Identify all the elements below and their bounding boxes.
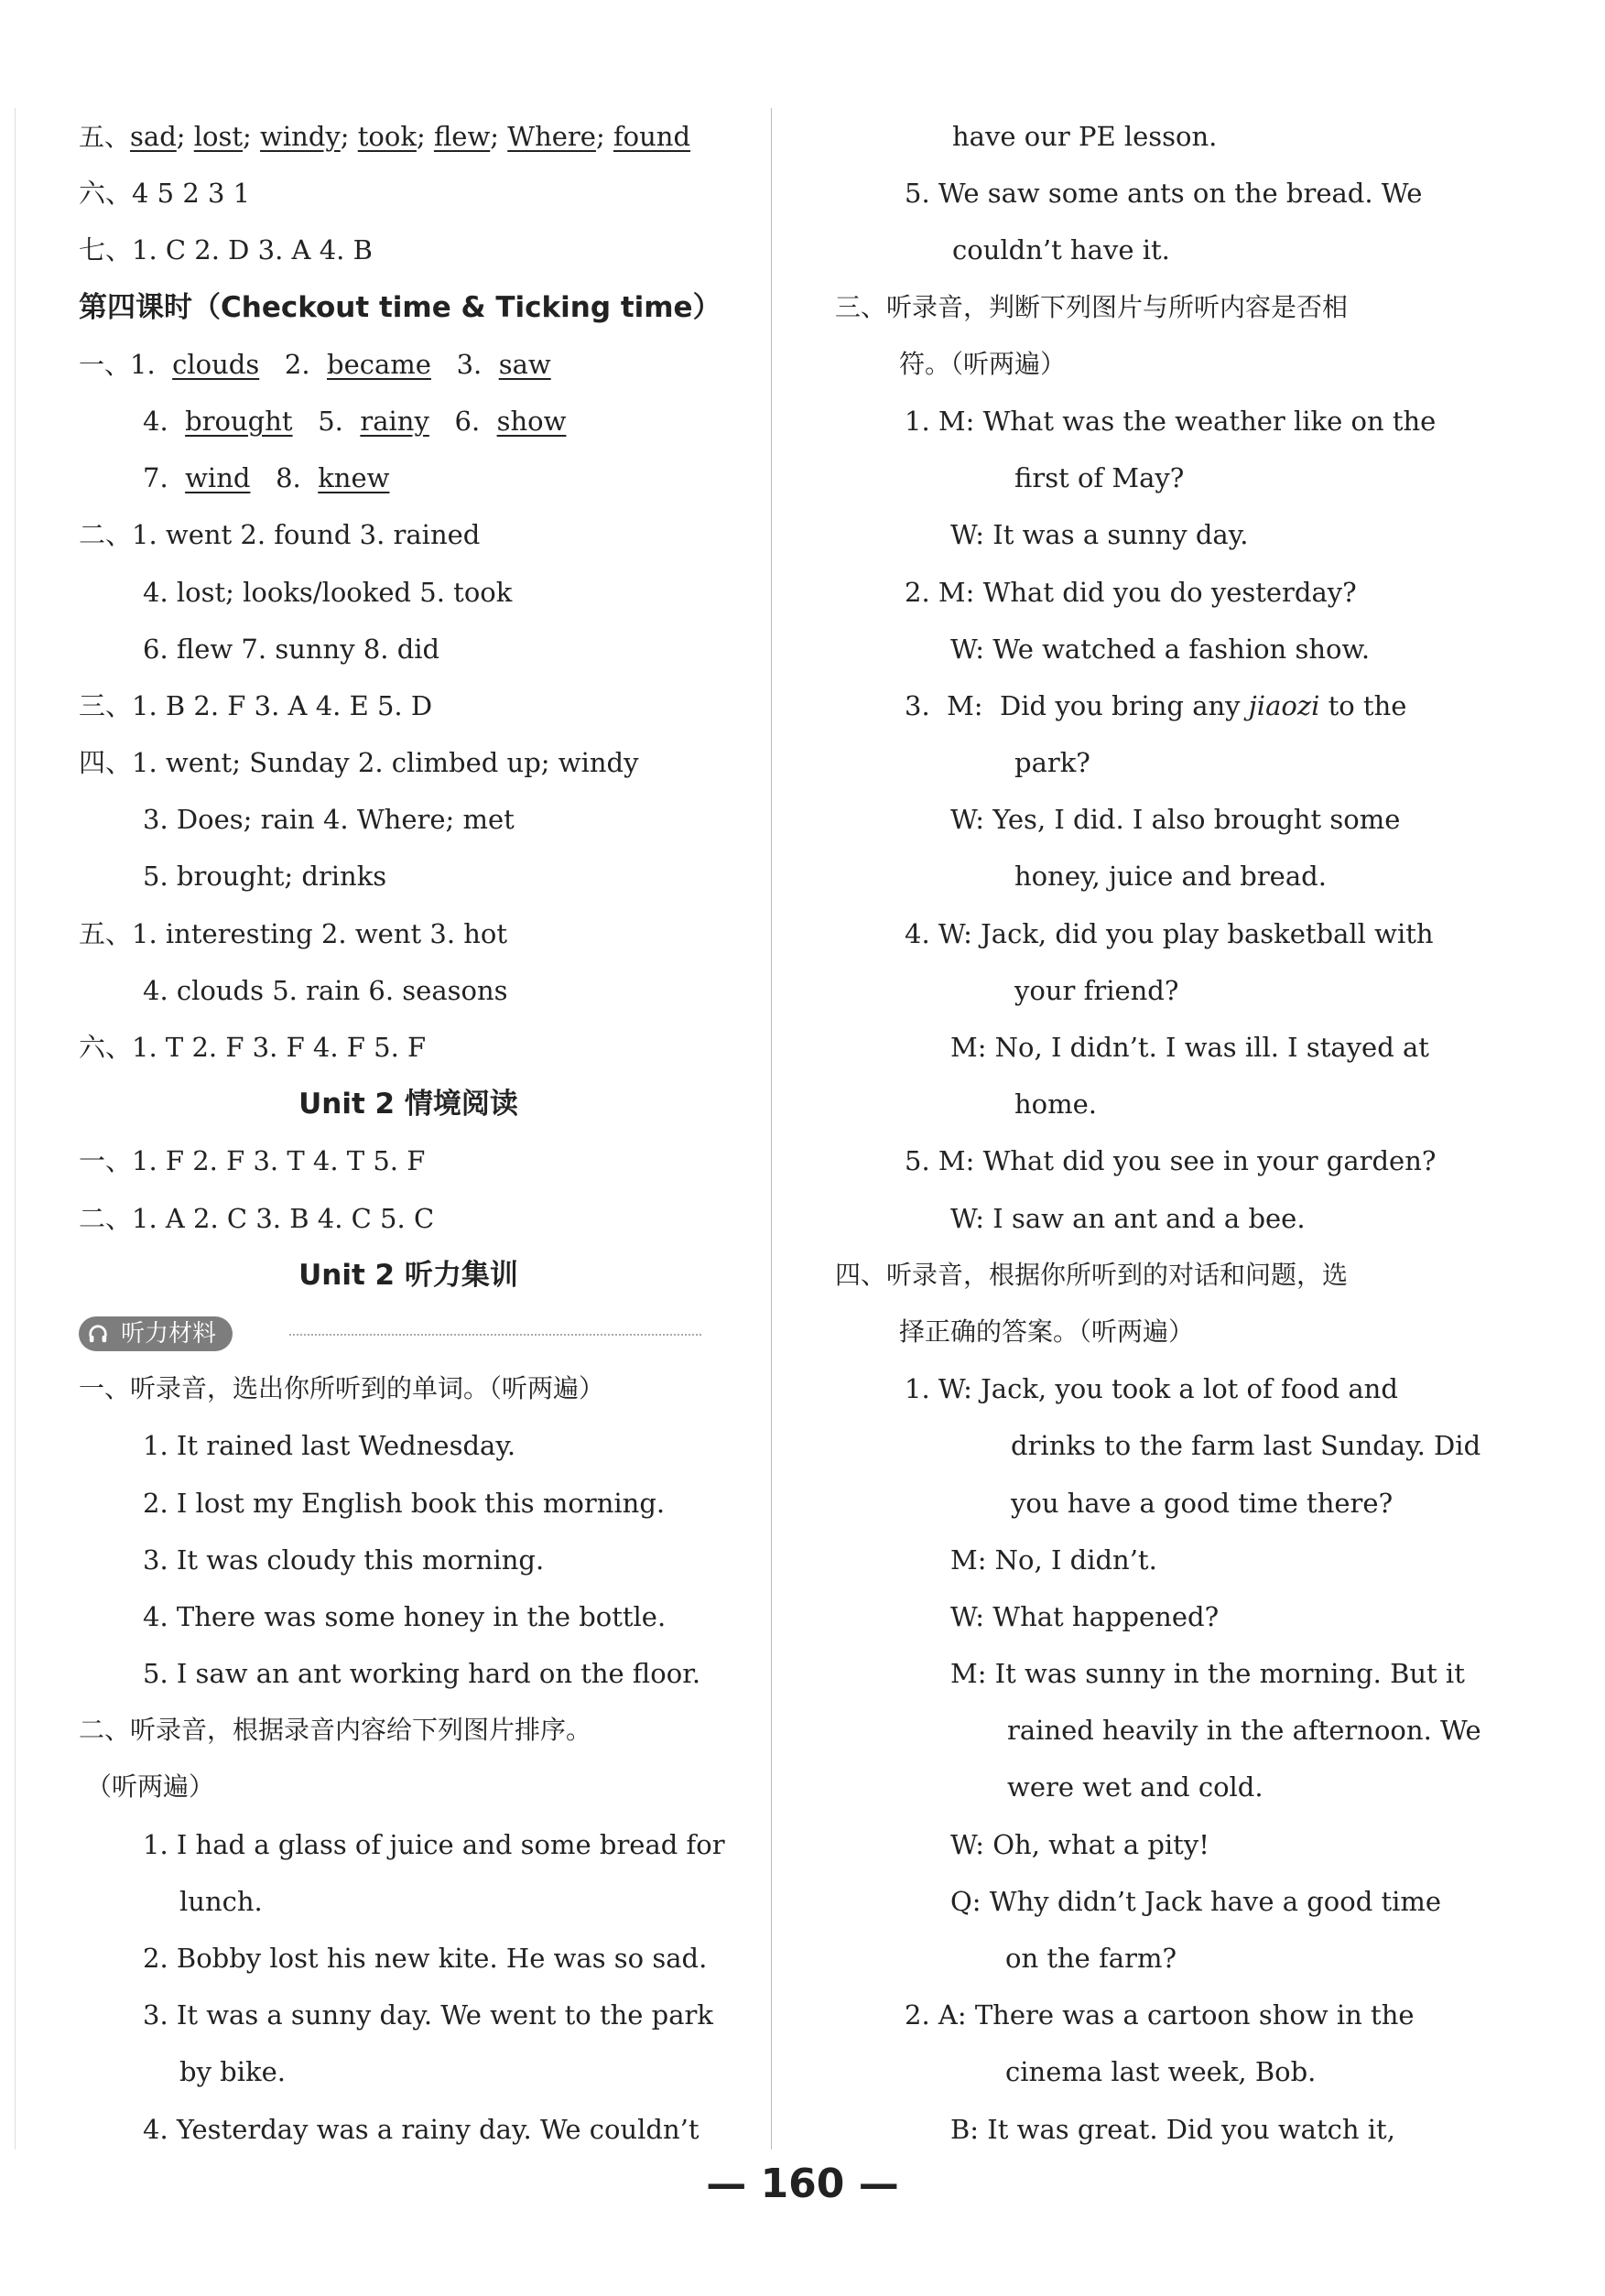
dialogue-line: on the farm? xyxy=(1005,1943,1177,1974)
dialogue-line: home. xyxy=(1014,1088,1098,1121)
dialogue-line: W: Oh, what a pity! xyxy=(950,1828,1209,1860)
answer-line: 5. brought; drinks xyxy=(143,861,387,893)
answer-line: 3. Does; rain 4. Where; met xyxy=(143,804,515,836)
dotted-rule xyxy=(289,1334,701,1336)
dialogue-line: rained heavily in the afternoon. We xyxy=(1007,1715,1481,1747)
right-column xyxy=(835,108,1481,2158)
answer-line: 4. lost; looks/looked 5. took xyxy=(143,576,513,608)
dialogue-line: W: Yes, I did. I also brought some xyxy=(950,804,1401,836)
script-line: 4. Yesterday was a rainy day. We couldn’t xyxy=(143,2113,699,2145)
dialogue-line: 2. M: What did you do yesterday? xyxy=(905,576,1357,608)
dialogue-line: were wet and cold. xyxy=(1007,1771,1263,1803)
instruction-line: （听两遍） xyxy=(86,1771,215,1803)
dialogue-line: first of May? xyxy=(1014,462,1185,494)
dialogue-line: 4. W: Jack, did you play basketball with xyxy=(905,917,1434,949)
column-divider xyxy=(771,108,772,2150)
dialogue-line: B: It was great. Did you watch it, xyxy=(950,2113,1395,2145)
answer-line: 二、1. went 2. found 3. rained xyxy=(79,519,481,551)
answer-line: 7. wind 8. knew xyxy=(143,462,390,494)
dialogue-line: drinks to the farm last Sunday. Did xyxy=(1011,1430,1481,1462)
dialogue-line: park? xyxy=(1014,747,1090,779)
dialogue-line: W: We watched a fashion show. xyxy=(950,633,1371,665)
dialogue-line: 2. A: There was a cartoon show in the xyxy=(905,1999,1415,2031)
script-line: 3. It was a sunny day. We went to the park xyxy=(143,1999,713,2031)
dialogue-line: you have a good time there? xyxy=(1011,1487,1394,1519)
script-line: by bike. xyxy=(179,2056,286,2088)
page-number: — 160 — xyxy=(706,2161,899,2207)
dialogue-line: 3. M: Did you bring any jiaozi to the xyxy=(905,689,1407,721)
script-line: 5. I saw an ant working hard on the floor. xyxy=(143,1658,701,1690)
answer-line: 四、1. went; Sunday 2. climbed up; windy xyxy=(79,747,639,779)
dialogue-line: W: What happened? xyxy=(950,1600,1220,1632)
answer-line: 三、1. B 2. F 3. A 4. E 5. D xyxy=(79,689,433,721)
script-line: 4. There was some honey in the bottle. xyxy=(143,1600,667,1632)
answer-line: 五、1. interesting 2. went 3. hot xyxy=(79,917,508,949)
script-line: have our PE lesson. xyxy=(952,121,1218,152)
instruction-line: 二、听录音，根据录音内容给下列图片排序。 xyxy=(79,1715,592,1746)
script-line: lunch. xyxy=(179,1885,263,1917)
dialogue-line: M: No, I didn’t. xyxy=(950,1543,1157,1576)
script-line: 3. It was cloudy this morning. xyxy=(143,1543,545,1576)
answer-line: 6. flew 7. sunny 8. did xyxy=(143,633,440,665)
script-line: 2. I lost my English book this morning. xyxy=(143,1487,666,1519)
instruction-line: 四、听录音，根据你所听到的对话和问题，选 xyxy=(835,1259,1349,1290)
answer-line: 七、1. C 2. D 3. A 4. B xyxy=(79,234,373,266)
dialogue-line: honey, juice and bread. xyxy=(1014,861,1327,893)
answer-line: 4. clouds 5. rain 6. seasons xyxy=(143,974,508,1006)
script-line: 1. It rained last Wednesday. xyxy=(143,1430,516,1462)
answer-line: 4. brought 5. rainy 6. show xyxy=(143,405,567,437)
instruction-line: 符。（听两遍） xyxy=(899,348,1067,379)
answer-line: 二、1. A 2. C 3. B 4. C 5. C xyxy=(79,1202,435,1234)
section-heading: 第四课时（Checkout time & Ticking time） xyxy=(79,290,721,324)
dialogue-line: 1. W: Jack, you took a lot of food and xyxy=(905,1373,1398,1405)
badge-label: 听力材料 xyxy=(121,1319,217,1348)
dialogue-line: M: No, I didn’t. I was ill. I stayed at xyxy=(950,1032,1429,1063)
instruction-line: 择正确的答案。（听两遍） xyxy=(899,1316,1195,1347)
headphones-icon xyxy=(88,1324,108,1344)
instruction-line: 三、听录音，判断下列图片与所听内容是否相 xyxy=(835,291,1349,322)
dialogue-line: W: It was a sunny day. xyxy=(950,519,1249,551)
dialogue-line: your friend? xyxy=(1014,974,1179,1006)
instruction-line: 一、听录音，选出你所听到的单词。（听两遍） xyxy=(79,1373,605,1404)
section-heading: Unit 2 听力集训 xyxy=(298,1258,518,1292)
dialogue-line: 1. M: What was the weather like on the xyxy=(905,405,1437,437)
dialogue-line: Q: Why didn’t Jack have a good time xyxy=(950,1885,1442,1917)
left-margin-rule xyxy=(15,108,16,2150)
left-column xyxy=(79,108,738,2158)
script-line: 1. I had a glass of juice and some bread for xyxy=(143,1828,725,1860)
answer-line: 一、1. F 2. F 3. T 4. T 5. F xyxy=(79,1145,426,1177)
script-line: couldn’t have it. xyxy=(952,234,1170,266)
answer-line: 一、1. clouds 2. became 3. saw xyxy=(79,348,551,380)
answer-line: 六、4 5 2 3 1 xyxy=(79,178,251,210)
listening-material-badge xyxy=(79,1316,233,1351)
script-line: 5. We saw some ants on the bread. We xyxy=(905,178,1423,210)
dialogue-line: 5. M: What did you see in your garden? xyxy=(905,1145,1437,1177)
section-heading: Unit 2 情境阅读 xyxy=(298,1088,518,1121)
dialogue-line: cinema last week, Bob. xyxy=(1005,2056,1317,2088)
dialogue-line: W: I saw an ant and a bee. xyxy=(950,1202,1306,1234)
script-line: 2. Bobby lost his new kite. He was so sad. xyxy=(143,1943,708,1974)
answer-line: 六、1. T 2. F 3. F 4. F 5. F xyxy=(79,1032,427,1063)
dialogue-line: M: It was sunny in the morning. But it xyxy=(950,1658,1465,1690)
listening-material-badge-row xyxy=(79,1304,738,1360)
answer-line: 五、sad; lost; windy; took; flew; Where; found xyxy=(79,121,691,152)
